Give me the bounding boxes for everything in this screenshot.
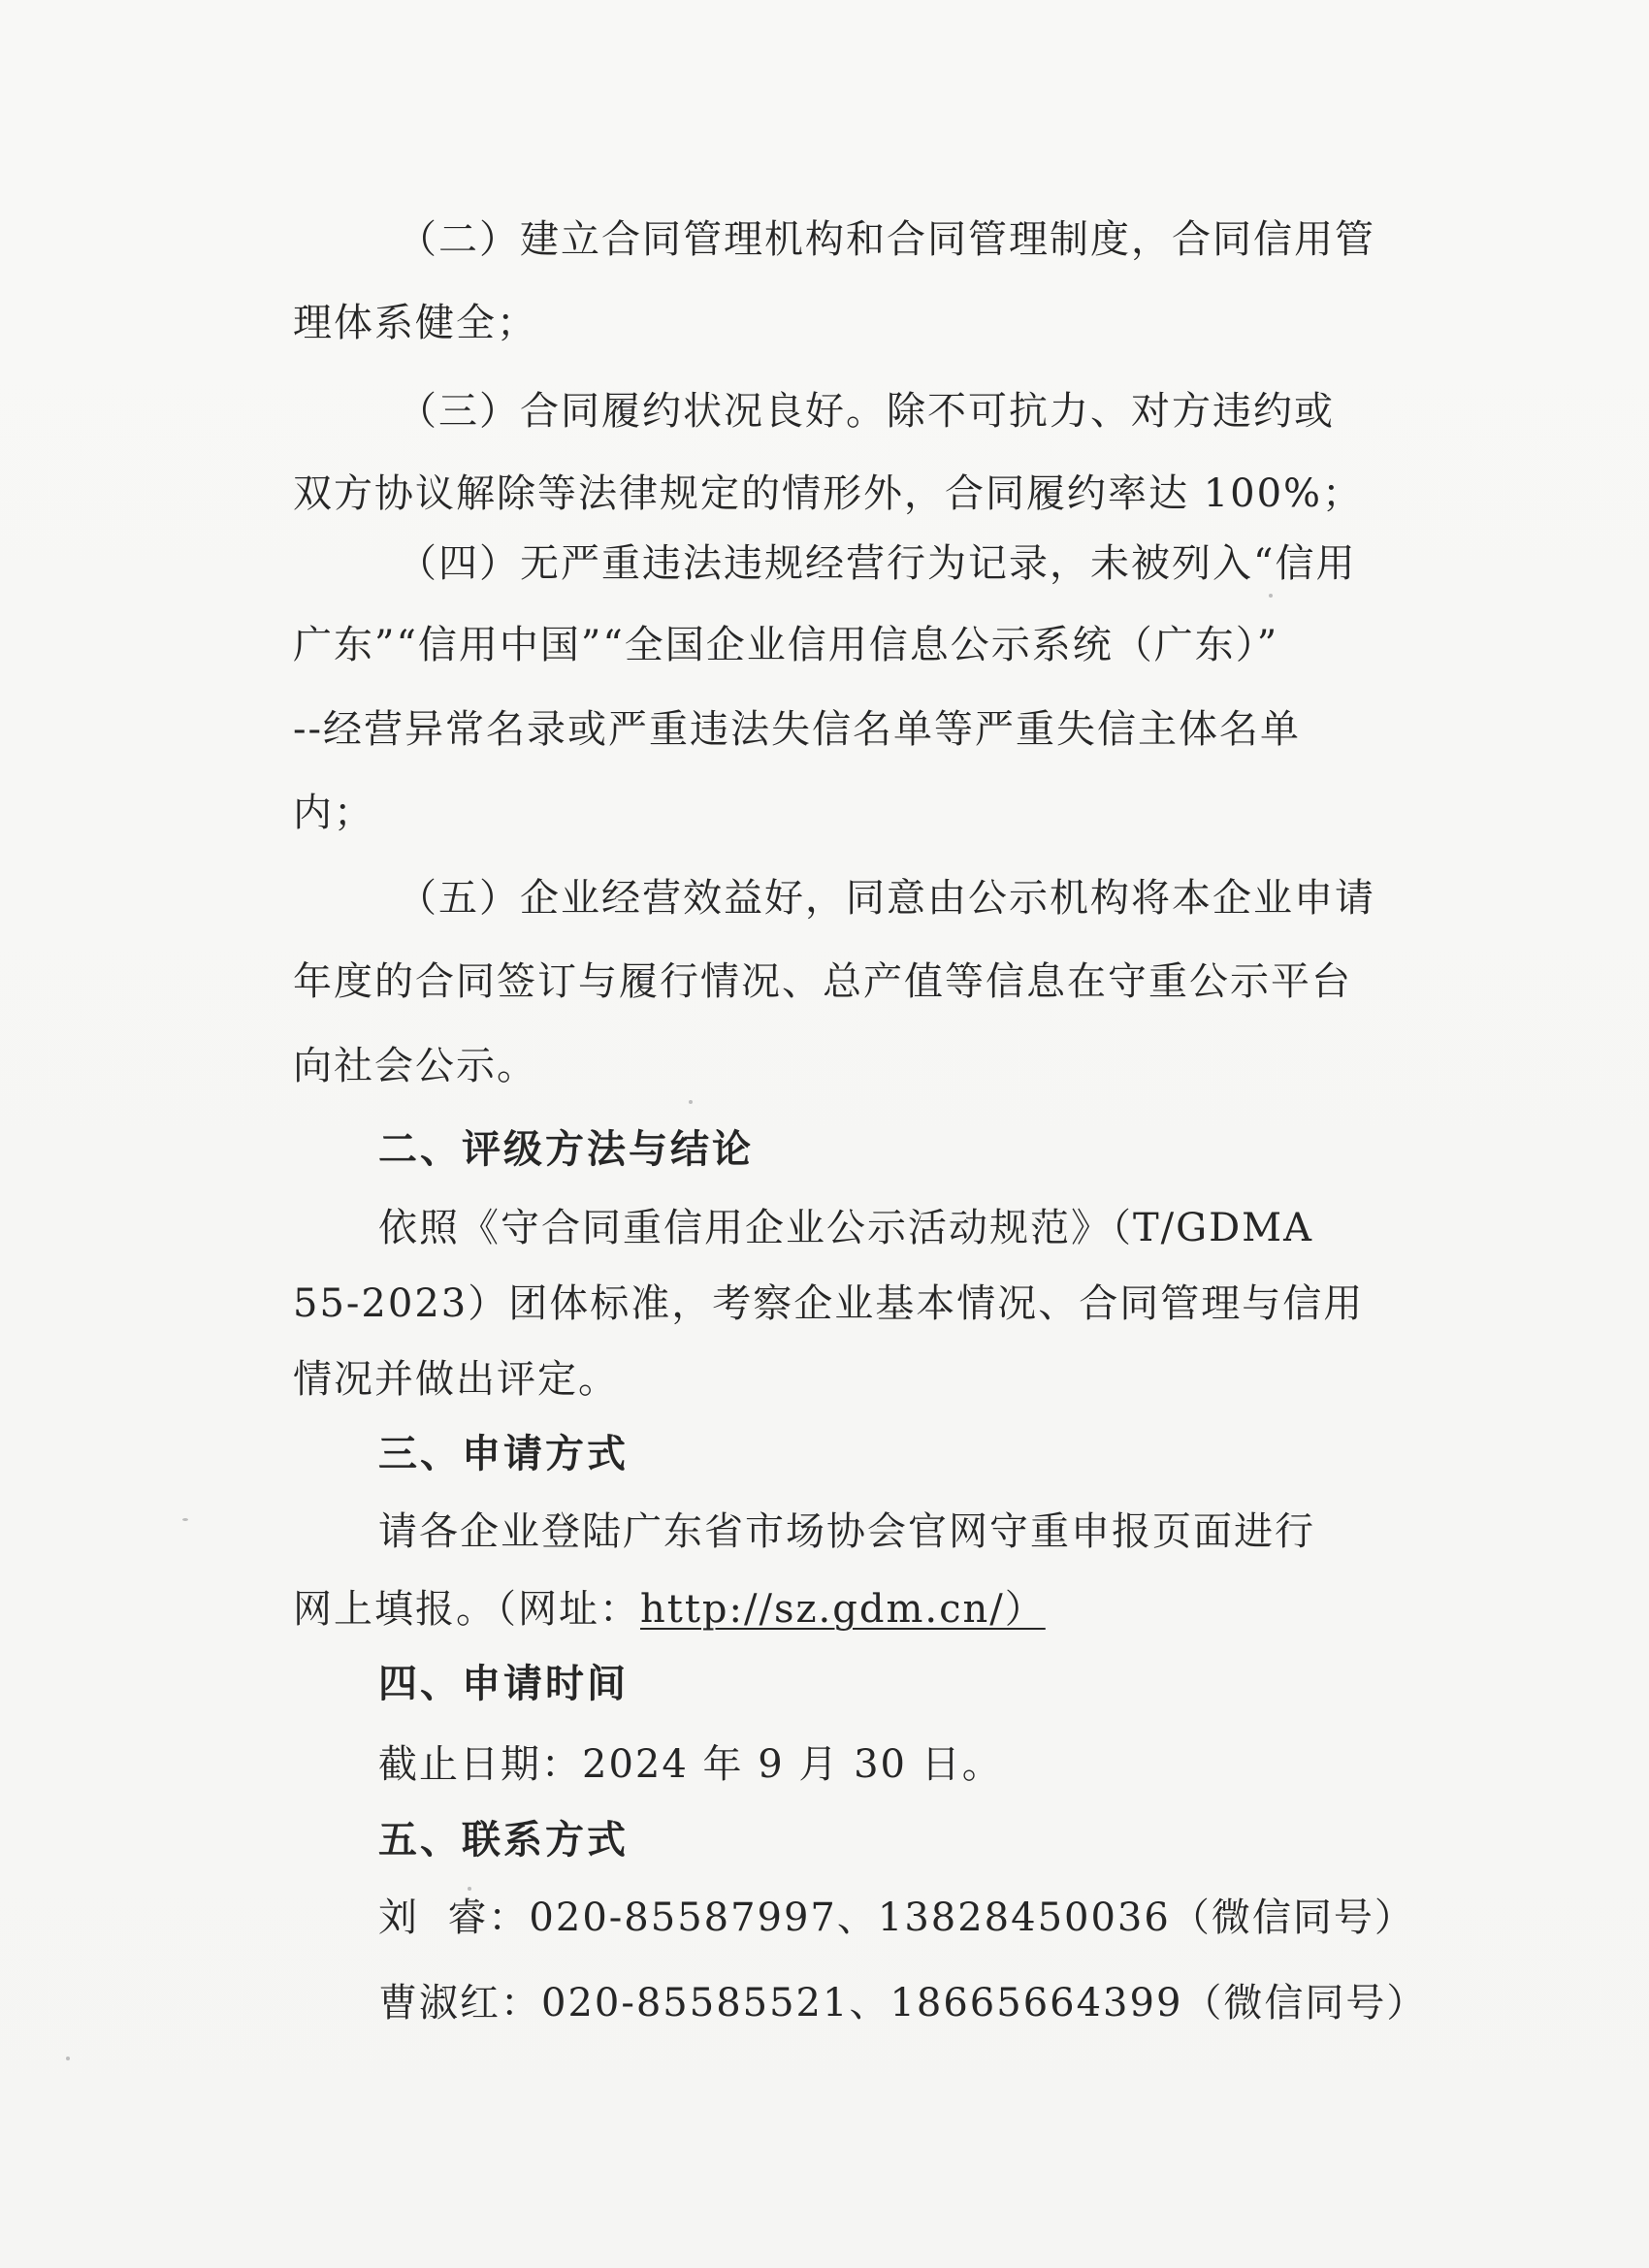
condition-three-line-2: 双方协议解除等法律规定的情形外，合同履约率达 100%； [293,471,1364,516]
condition-four-line-1: （四）无严重违法违规经营行为记录，未被列入“信用 [398,541,1357,586]
condition-two-line-1: （二）建立合同管理机构和合同管理制度，合同信用管 [398,217,1375,262]
section-two-line-2: 55-2023）团体标准，考察企业基本情况、合同管理与信用 [293,1281,1365,1326]
condition-four-line-3: --经营异常名录或严重违法失信名单等严重失信主体名单 [293,707,1302,752]
deadline-text: 截止日期：2024 年 9 月 30 日。 [378,1742,1003,1787]
url-prefix: 网上填报。（网址： [293,1587,640,1632]
section-two-line-3: 情况并做出评定。 [293,1357,619,1402]
condition-three-line-1: （三）合同履约状况良好。除不可抗力、对方违约或 [398,389,1335,434]
condition-five-line-2: 年度的合同签订与履行情况、总产值等信息在守重公示平台 [293,959,1352,1004]
condition-two-line-2: 理体系健全； [293,301,537,345]
section-five-heading: 五、联系方式 [378,1817,629,1863]
scan-speck [689,1100,693,1104]
contact-liu-rui: 刘 睿：020-85587997、13828450036（微信同号） [378,1895,1415,1940]
application-url-link[interactable]: http://sz.gdm.cn/） [640,1587,1046,1632]
section-two-heading: 二、评级方法与结论 [378,1126,754,1172]
scan-speck [182,1518,188,1521]
scan-speck [66,2057,70,2060]
condition-five-line-3: 向社会公示。 [293,1044,537,1088]
condition-five-line-1: （五）企业经营效益好，同意由公示机构将本企业申请 [398,876,1375,921]
section-three-line-1: 请各企业登陆广东省市场协会官网守重申报页面进行 [378,1509,1315,1554]
section-two-line-1: 依照《守合同重信用企业公示活动规范》（T/GDMA [378,1206,1314,1250]
section-three-heading: 三、申请方式 [378,1431,629,1476]
scan-speck [468,1887,471,1891]
scan-speck [1269,594,1273,598]
contact-cao-shuhong: 曹淑红：020-85585521、18665664399（微信同号） [378,1981,1428,2025]
condition-four-line-2: 广东”“信用中国”“全国企业信用信息公示系统（广东）” [293,623,1279,667]
section-four-heading: 四、申请时间 [378,1661,629,1706]
section-three-line-2 [293,1581,1046,1637]
condition-four-line-4: 内； [293,791,374,835]
